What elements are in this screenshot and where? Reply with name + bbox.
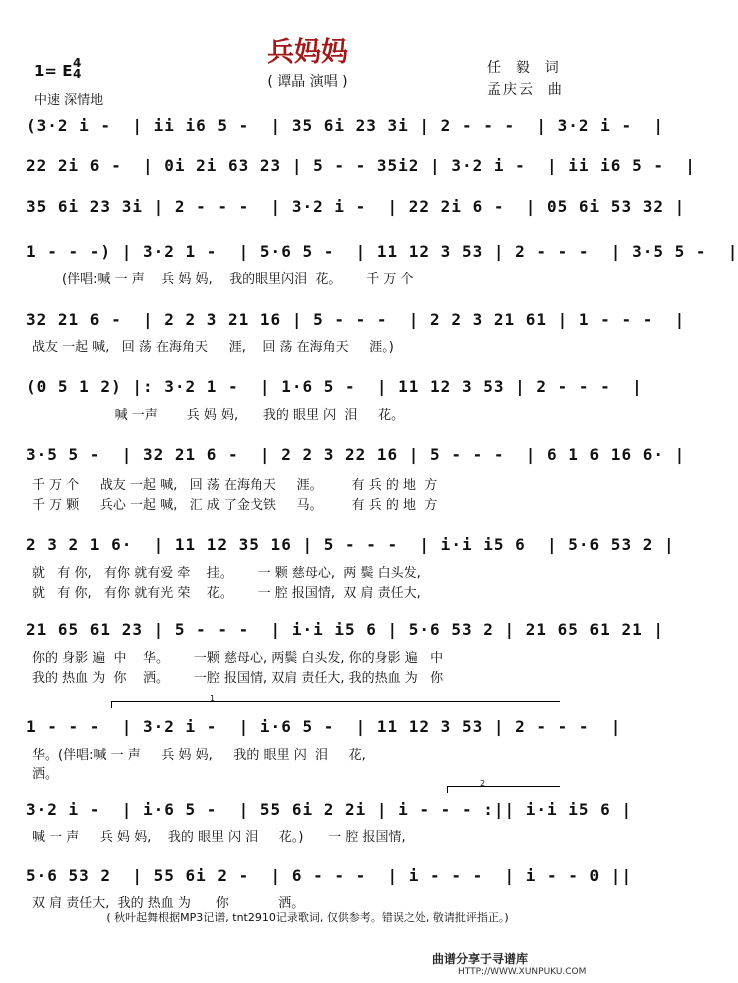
lyric-line-10a: 华。(伴唱:喊 一 声 兵 妈 妈, 我的 眼里 闪 泪 花, <box>32 748 366 763</box>
volta-2-tick <box>447 786 448 793</box>
lyric-line-7a: 千 万 个 战友 一起 喊, 回 荡 在海角天 涯。 有 兵 的 地 方 <box>32 478 438 493</box>
site-url: HTTP://WWW.XUNPUKU.COM <box>458 967 587 977</box>
score-line-8: 2 3 2 1 6· | 11 12 35 16 | 5 - - - | i·i i5 6 | 5·6 53 2 | <box>26 535 675 554</box>
lyric-line-9b: 我的 热血 为 你 洒。 一腔 报国情, 双肩 责任大, 我的热血 为 你 <box>32 671 444 686</box>
lyric-line-8b: 就 有 你, 有你 就有光 荣 花。 一 腔 报国情, 双 肩 责任大, <box>32 586 421 601</box>
score-line-4: 1 - - -) | 3·2 1 - | 5·6 5 - | 11 12 3 53 | 2 - - - | 3·5 5 - | <box>26 242 738 261</box>
score-line-10: 1 - - - | 3·2 i - | i·6 5 - | 11 12 3 53 | 2 - - - | <box>26 717 622 736</box>
transcription-note: ( 秋叶起舞根据MP3记谱, tnt2910记录歌词, 仅供参考。错误之处, 敬请批评指正。) <box>106 911 509 924</box>
lyric-line-7b: 千 万 颗 兵心 一起 喊, 汇 成 了金戈铁 马。 有 兵 的 地 方 <box>32 498 438 513</box>
lyric-line-9a: 你的 身影 遍 中 华。 一颗 慈母心, 两鬓 白头发, 你的身影 遍 中 <box>32 651 444 666</box>
lyric-line-8a: 就 有 你, 有你 就有爱 牵 挂。 一 颗 慈母心, 两 鬓 白头发, <box>32 566 421 581</box>
singer-credit: ( 谭晶 演唱 ) <box>267 74 348 90</box>
score-line-11: 3·2 i - | i·6 5 - | 55 6i 2 2i | i - - - :|| i·i i5 6 | <box>26 800 633 819</box>
volta-1-bracket <box>111 701 560 702</box>
score-line-12: 5·6 53 2 | 55 6i 2 - | 6 - - - | i - - - | i - - 0 || <box>26 866 633 885</box>
share-caption: 曲谱分享于寻谱库 <box>432 952 529 966</box>
time-signature: 4 4 <box>73 56 82 81</box>
score-line-2: 22 2i 6 - | 0i 2i 63 23 | 5 - - 35i2 | 3·2 i - | ii i6 5 - | <box>26 156 696 175</box>
score-line-5: 32 21 6 - | 2 2 3 21 16 | 5 - - - | 2 2 3 21 61 | 1 - - - | <box>26 310 686 329</box>
key-signature: 1= E <box>34 62 73 80</box>
lyric-line-6: 喊 一声 兵 妈 妈, 我的 眼里 闪 泪 花。 <box>32 408 405 423</box>
score-line-3: 35 6i 23 3i | 2 - - - | 3·2 i - | 22 2i 6 - | 05 6i 53 32 | <box>26 197 686 216</box>
score-line-6: (0 5 1 2) |: 3·2 1 - | 1·6 5 - | 11 12 3 53 | 2 - - - | <box>26 377 643 396</box>
lyricist-credit: 任 毅 词 <box>487 60 561 76</box>
volta-2-bracket <box>447 786 560 787</box>
score-line-7: 3·5 5 - | 32 21 6 - | 2 2 3 22 16 | 5 - - - | 6 1 6 16 6· | <box>26 445 686 464</box>
score-line-9: 21 65 61 23 | 5 - - - | i·i i5 6 | 5·6 53 2 | 21 65 61 21 | <box>26 620 664 639</box>
volta-2-number: 2 <box>480 779 486 788</box>
score-line-1: (3·2 i - | ii i6 5 - | 35 6i 23 3i | 2 - - - | 3·2 i - | <box>26 116 664 135</box>
tempo-marking: 中速 深情地 <box>34 93 104 108</box>
lyric-line-11: 喊 一 声 兵 妈 妈, 我的 眼里 闪 泪 花。) 一 腔 报国情, <box>32 830 406 845</box>
lyric-line-4: (伴唱:喊 一 声 兵 妈 妈, 我的眼里闪泪 花。 千 万 个 <box>62 272 414 287</box>
composer-credit: 孟庆云 曲 <box>487 82 564 98</box>
volta-1-tick <box>111 701 112 708</box>
lyric-line-12: 双 肩 责任大, 我的 热血 为 你 洒。 <box>32 896 305 911</box>
lyric-line-5: 战友 一起 喊, 回 荡 在海角天 涯, 回 荡 在海角天 涯。) <box>32 340 394 355</box>
page-title: 兵妈妈 <box>267 37 348 68</box>
lyric-line-10b: 洒。 <box>32 767 59 782</box>
volta-1-number: 1 <box>210 694 216 703</box>
